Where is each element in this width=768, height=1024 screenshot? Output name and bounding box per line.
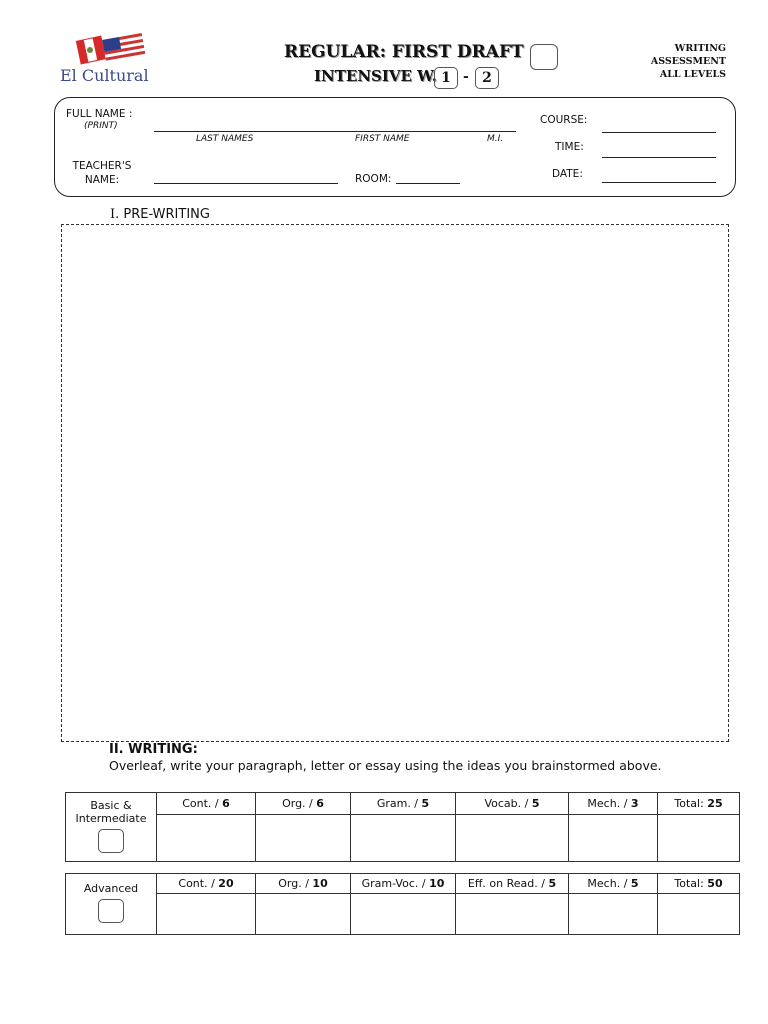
course-label: COURSE:: [540, 114, 588, 126]
mi-label: M.I.: [487, 134, 504, 144]
date-label: DATE:: [552, 168, 583, 180]
basic-score-total[interactable]: [658, 815, 740, 862]
adv-col-org-max: 10: [312, 877, 328, 890]
adv-col-total: [658, 874, 740, 894]
flags-logo-icon: [74, 30, 150, 68]
basic-level-cell: [66, 793, 157, 862]
writing-heading: II. WRITING:: [109, 742, 198, 757]
adv-col-effread: [456, 874, 569, 894]
adv-col-mech-name: Mech. /: [587, 877, 631, 890]
basic-col-mech-name: Mech. /: [587, 797, 631, 810]
basic-col-gram-max: 5: [421, 797, 430, 810]
adv-col-total-max: 50: [707, 877, 723, 890]
week-box-2[interactable]: 2: [475, 67, 499, 89]
basic-col-total-name: Total:: [674, 797, 708, 810]
teacher-label: [72, 160, 132, 186]
adv-score-effread[interactable]: [456, 894, 569, 935]
basic-score-vocab[interactable]: [456, 815, 569, 862]
form-title: REGULAR: FIRST DRAFT: [284, 42, 524, 62]
advanced-label: Advanced: [83, 882, 139, 895]
basic-col-cont-name: Cont. /: [182, 797, 223, 810]
logo-text: El Cultural: [60, 66, 149, 85]
teacher-name-line[interactable]: [154, 183, 338, 184]
print-label: (PRINT): [84, 121, 118, 131]
basic-label-line-2: Intermediate: [75, 811, 147, 825]
adv-col-cont-name: Cont. /: [178, 877, 219, 890]
time-label: TIME:: [555, 141, 584, 153]
date-line[interactable]: [602, 182, 716, 183]
basic-score-table: [65, 792, 740, 862]
room-label: ROOM:: [355, 173, 392, 185]
adv-col-cont: [157, 874, 256, 894]
basic-col-org: [256, 793, 351, 815]
prewriting-title: PRE-WRITING: [123, 207, 210, 222]
basic-col-gram-name: Gram. /: [376, 797, 422, 810]
adv-col-mech-max: 5: [630, 877, 639, 890]
prewriting-number: I.: [110, 207, 120, 222]
adv-col-effread-max: 5: [548, 877, 557, 890]
basic-col-total: [658, 793, 740, 815]
adv-score-org[interactable]: [256, 894, 351, 935]
basic-col-cont-max: 6: [222, 797, 230, 810]
room-line[interactable]: [396, 183, 460, 184]
basic-col-gram: [351, 793, 456, 815]
basic-score-org[interactable]: [256, 815, 351, 862]
teacher-label-line-2: NAME:: [84, 174, 120, 186]
adv-score-gramvoc[interactable]: [351, 894, 456, 935]
basic-col-total-max: 25: [707, 797, 723, 810]
basic-level-checkbox[interactable]: [98, 829, 124, 853]
adv-col-cont-max: 20: [218, 877, 234, 890]
corner-line-3: ALL LEVELS: [659, 69, 726, 80]
prewriting-heading: [110, 207, 210, 222]
basic-col-cont: [157, 793, 256, 815]
basic-col-vocab: [456, 793, 569, 815]
week-dash: -: [463, 69, 469, 85]
adv-col-org: [256, 874, 351, 894]
advanced-level-checkbox[interactable]: [98, 899, 124, 923]
corner-line-2: ASSESSMENT: [650, 56, 726, 67]
adv-col-mech: [569, 874, 658, 894]
first-draft-checkbox[interactable]: [530, 44, 558, 70]
basic-col-org-name: Org. /: [282, 797, 317, 810]
adv-col-gramvoc: [351, 874, 456, 894]
adv-score-total[interactable]: [658, 894, 740, 935]
last-names-label: LAST NAMES: [196, 134, 254, 144]
basic-label-line-1: Basic &: [90, 798, 132, 812]
prewriting-area[interactable]: [61, 224, 729, 742]
basic-score-gram[interactable]: [351, 815, 456, 862]
adv-col-effread-name: Eff. on Read. /: [467, 877, 549, 890]
adv-col-total-name: Total:: [674, 877, 708, 890]
form-subtitle: INTENSIVE W.: [314, 67, 437, 85]
advanced-level-cell: [66, 874, 157, 935]
adv-col-gramvoc-max: 10: [429, 877, 445, 890]
full-name-label: FULL NAME :: [66, 108, 133, 120]
basic-col-mech: [569, 793, 658, 815]
writing-instructions: Overleaf, write your paragraph, letter or essay using the ideas you brainstormed above.: [109, 758, 662, 773]
first-name-label: FIRST NAME: [355, 134, 410, 144]
basic-col-org-max: 6: [316, 797, 324, 810]
basic-col-vocab-name: Vocab. /: [484, 797, 532, 810]
assessment-label: [606, 42, 726, 81]
basic-col-mech-max: 3: [630, 797, 639, 810]
corner-line-1: WRITING: [674, 43, 726, 54]
adv-score-mech[interactable]: [569, 894, 658, 935]
basic-score-mech[interactable]: [569, 815, 658, 862]
course-line[interactable]: [602, 132, 716, 133]
full-name-line[interactable]: [154, 131, 516, 132]
basic-score-cont[interactable]: [157, 815, 256, 862]
time-line[interactable]: [602, 157, 716, 158]
adv-score-cont[interactable]: [157, 894, 256, 935]
basic-col-vocab-max: 5: [531, 797, 540, 810]
adv-col-gramvoc-name: Gram-Voc. /: [361, 877, 430, 890]
advanced-score-table: [65, 873, 740, 935]
adv-col-org-name: Org. /: [278, 877, 313, 890]
teacher-label-line-1: TEACHER'S: [72, 160, 132, 172]
week-box-1[interactable]: 1: [434, 67, 458, 89]
